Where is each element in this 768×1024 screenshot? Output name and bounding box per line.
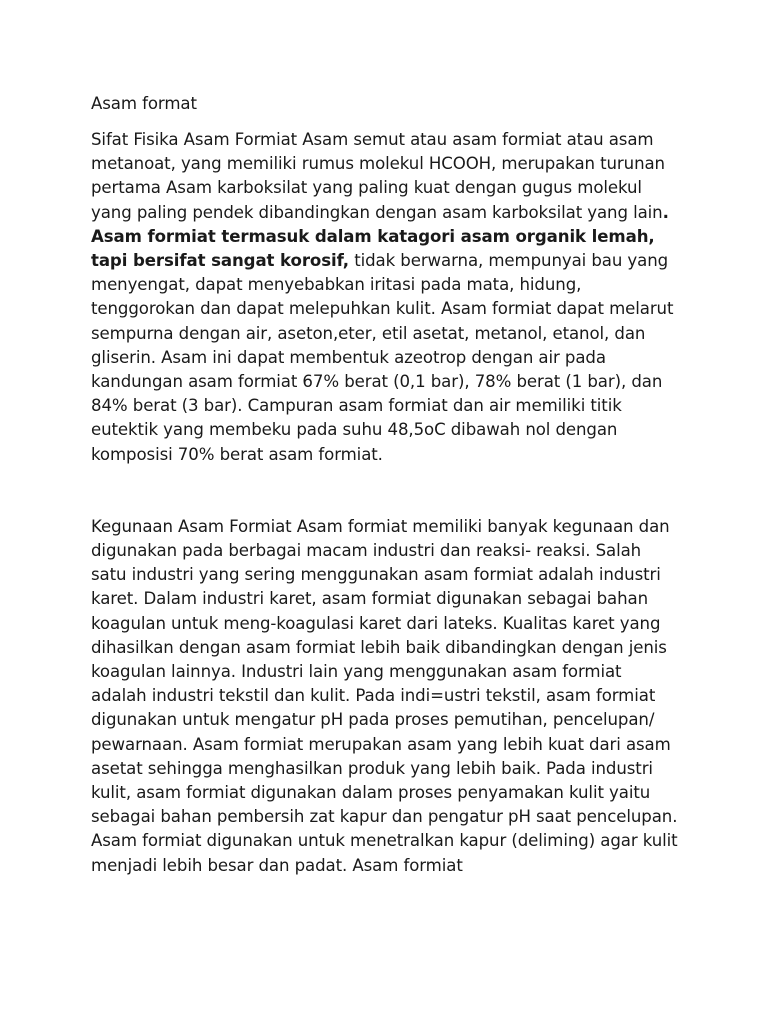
paragraph-bold-text: . Asam formiat termasuk dalam katagori asam organik lemah, tapi bersifat sangat korosif, <box>91 202 669 271</box>
paragraph-sifat-fisika <box>91 128 681 467</box>
paragraph-lead-text: Sifat Fisika Asam Formiat Asam semut atau asam formiat atau asam metanoat, yang memiliki rumus molekul HCOOH, merupakan turunan pertama Asam karboksilat yang paling kuat dengan gugus molekul yang paling pendek dibandingkan dengan asam karboksilat yang lain <box>91 130 665 222</box>
document-title: Asam format <box>91 94 197 113</box>
paragraph-kegunaan: Kegunaan Asam Formiat Asam formiat memiliki banyak kegunaan dan digunakan pada berbagai macam industri dan reaksi- reaksi. Salah satu industri yang sering menggunakan asam formiat adalah industri karet. Dalam industri karet, asam formiat digunakan sebagai bahan koagulan untuk meng-koagulasi karet dari lateks. Kualitas karet yang dihasilkan dengan asam formiat lebih baik dibandingkan dengan jenis koagulan lainnya. Industri lain yang menggunakan asam formiat adalah industri tekstil dan kulit. Pada indi=ustri tekstil, asam formiat digunakan untuk mengatur pH pada proses pemutihan, pencelupan/ pewarnaan. Asam formiat merupakan asam yang lebih kuat dari asam asetat sehingga menghasilkan produk yang lebih baik. Pada industri kulit, asam formiat digunakan dalam proses penyamakan kulit yaitu sebagai bahan pembersih zat kapur dan pengatur pH saat pencelupan. Asam formiat digunakan untuk menetralkan kapur (deliming) agar kulit menjadi lebih besar dan padat. Asam formiat <box>91 516 678 875</box>
document-page <box>91 92 681 878</box>
paragraph-tail-text: tidak berwarna, mempunyai bau yang menyengat, dapat menyebabkan iritasi pada mata, hidung, tenggorokan dan dapat melepuhkan kulit. Asam formiat dapat melarut sempurna dengan air, aseton,eter, etil asetat, metanol, etanol, dan gliserin. Asam ini dapat membentuk azeotrop dengan air pada kandungan asam formiat 67% berat (0,1 bar), 78% berat (1 bar), dan 84% berat (3 bar). Campuran asam formiat dan air memiliki titik eutektik yang membeku pada suhu 48,5oC dibawah nol dengan komposisi 70% berat asam formiat. <box>91 251 674 464</box>
